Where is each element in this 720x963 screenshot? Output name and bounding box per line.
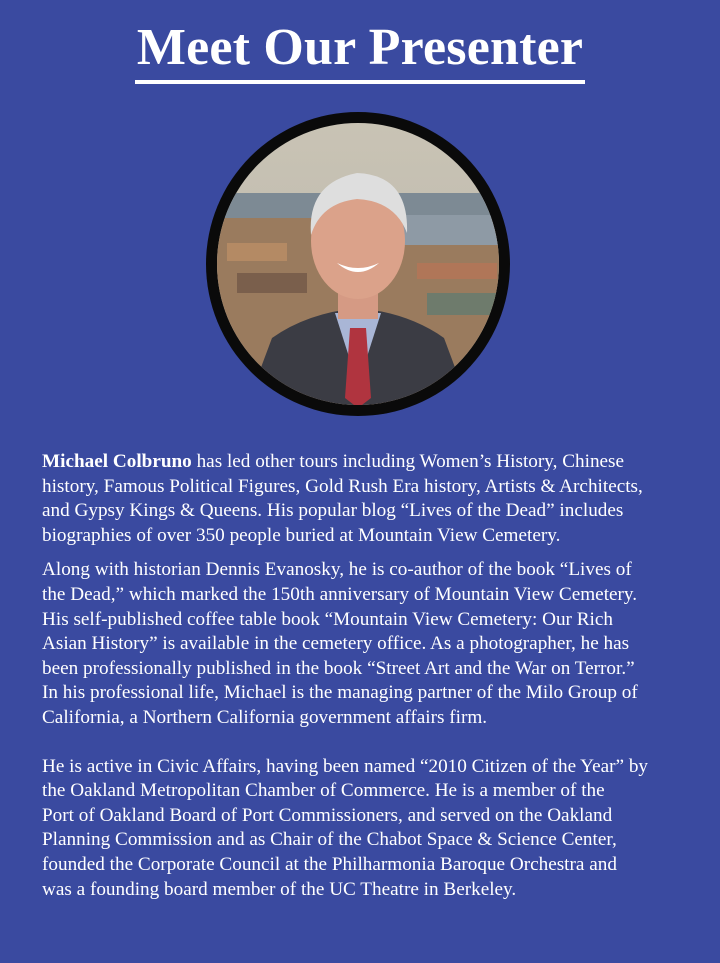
presenter-photo-frame [206, 112, 510, 416]
bio-line: California, a Northern California government affairs firm. [42, 706, 488, 728]
bio-line: history, Famous Political Figures, Gold Rush Era history, Artists & Architects, [42, 475, 643, 497]
bio-line: He is active in Civic Affairs, having been named “2010 Citizen of the Year” by [42, 755, 649, 777]
presenter-name: Michael Colbruno [42, 451, 192, 472]
bio-line: and Gypsy Kings & Queens. His popular blog “Lives of the Dead” includes [42, 500, 624, 522]
presenter-bio [42, 450, 694, 902]
header [0, 18, 720, 84]
bio-line: biographies of over 350 people buried at Mountain View Cemetery. [42, 524, 561, 546]
page-title: Meet Our Presenter [135, 18, 585, 84]
bio-line: Along with historian Dennis Evanosky, he is co-author of the book “Lives of [42, 559, 632, 581]
bio-line: the Dead,” which marked the 150th anniversary of Mountain View Cemetery. [42, 583, 638, 605]
bio-line: Planning Commission and as Chair of the Chabot Space & Science Center, [42, 829, 617, 851]
bio-line: In his professional life, Michael is the managing partner of the Milo Group of [42, 682, 638, 704]
bio-line: Port of Oakland Board of Port Commissioners, and served on the Oakland [42, 804, 613, 826]
presenter-photo [217, 123, 499, 405]
bio-line: Asian History” is available in the cemetery office. As a photographer, he has [42, 633, 630, 655]
bio-line: been professionally published in the book “Street Art and the War on Terror.” [42, 657, 635, 679]
bio-line: founded the Corporate Council at the Philharmonia Baroque Orchestra and [42, 853, 617, 875]
bio-text: has led other tours including Women’s History, Chinese [191, 451, 625, 472]
bio-line [42, 450, 694, 475]
bio-line: His self-published coffee table book “Mountain View Cemetery: Our Rich [42, 608, 613, 630]
bio-line: was a founding board member of the UC Theatre in Berkeley. [42, 878, 517, 900]
bio-line: the Oakland Metropolitan Chamber of Commerce. He is a member of the [42, 780, 605, 802]
